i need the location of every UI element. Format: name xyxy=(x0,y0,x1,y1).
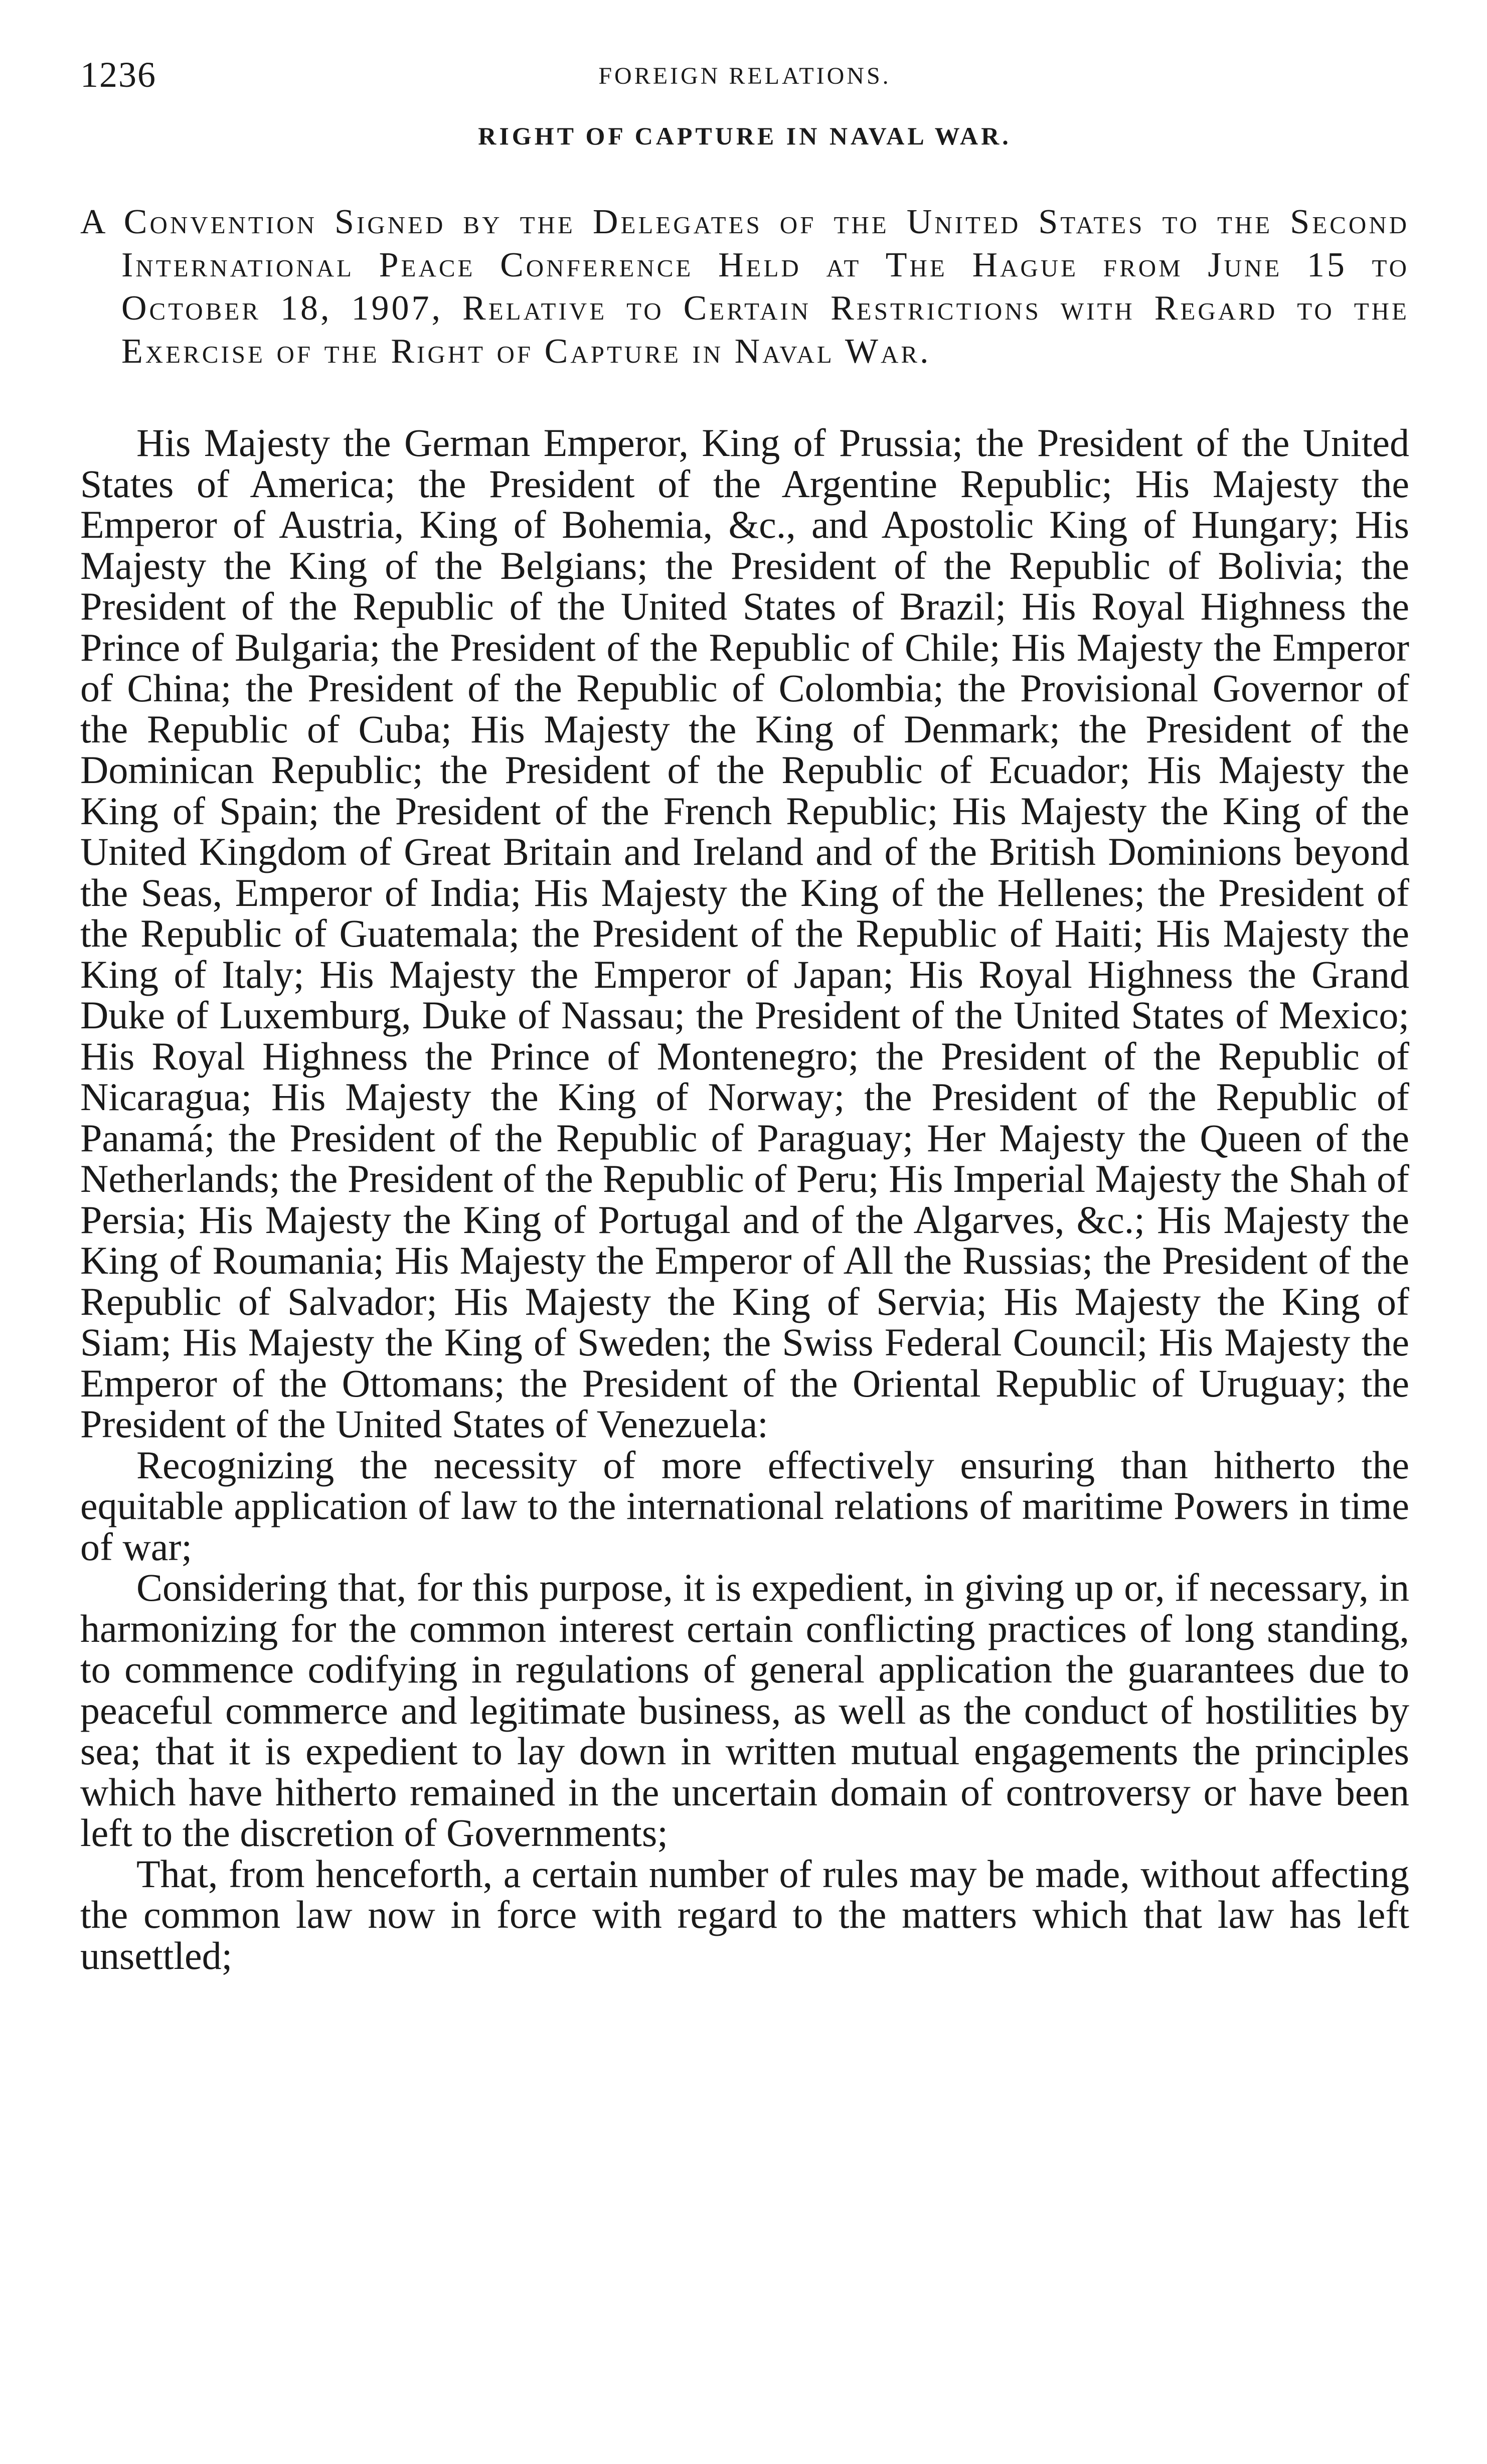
section-title: RIGHT OF CAPTURE IN NAVAL WAR. xyxy=(478,122,1012,150)
running-head: FOREIGN RELATIONS. xyxy=(598,63,891,89)
document-page xyxy=(80,40,1409,1976)
page-number: 1236 xyxy=(80,55,156,95)
convention-heading: A Convention Signed by the Delegates of the United States to the Second International Peace Conference Held at The Hague from June 15 to October 18, 1907, Relative to Certain Restrictions with Regard to the Exercise of the Right of Capture in Naval War. xyxy=(80,203,1409,371)
paragraph-recognizing: Recognizing the necessity of more effectively ensuring than hitherto the equitable application of law to the international relations of maritime Powers in time of war; xyxy=(80,1443,1409,1569)
body-text xyxy=(80,422,1409,1976)
paragraph-parties: His Majesty the German Emperor, King of Prussia; the President of the United States of America; the President of the Argentine Republic; His Majesty the Emperor of Austria, King of Bohemia, &c., and Apostolic King of Hungary; His Majesty the King of the Belgians; the President of the Republic of Bolivia; the President of the Republic of the United States of Brazil; His Royal Highness the Prince of Bulgaria; the President of the Republic of Chile; His Majesty the Emperor of China; the President of the Republic of Colombia; the Provisional Governor of the Republic of Cuba; His Majesty the King of Denmark; the President of the Dominican Republic; the President of the Republic of Ecuador; His Majesty the King of Spain; the President of the French Republic; His Majesty the King of the United Kingdom of Great Britain and Ireland and of the British Dominions beyond the Seas, Emperor of India; His Majesty the King of the Hellenes; the President of the Republic of Guatemala; the President of the Republic of Haiti; His Majesty the King of Italy; His Majesty the Emperor of Japan; His Royal Highness the Grand Duke of Luxemburg, Duke of Nassau; the President of the United States of Mexico; His Royal Highness the Prince of Montenegro; the President of the Republic of Nicaragua; His Majesty the King of Norway; the President of the Republic of Panamá; the President of the Republic of Paraguay; Her Majesty the Queen of the Netherlands; the President of the Republic of Peru; His Imperial Majesty the Shah of Persia; His Majesty the King of Portugal and of the Algarves, &c.; His Majesty the King of Roumania; His Majesty the Emperor of All the Russias; the President of the Republic of Salvador; His Majesty the King of Servia; His Majesty the King of Siam; His Majesty the King of Sweden; the Swiss Federal Council; His Majesty the Emperor of the Ottomans; the President of the Oriental Republic of Uruguay; the President of the United States of Venezuela: xyxy=(80,421,1409,1446)
paragraph-henceforth: That, from henceforth, a certain number of rules may be made, without affecting the common law now in force with regard to the matters which that law has left unsettled; xyxy=(80,1852,1409,1977)
page-header xyxy=(80,40,1409,110)
paragraph-considering: Considering that, for this purpose, it is expedient, in giving up or, if necessary, in harmonizing for the common interest certain conflicting practices of long standing, to commence codifying in regulations of general application the guarantees due to peaceful commerce and legitimate business, as well as the conduct of hostilities by sea; that it is expedient to lay down in written mutual engagements the principles which have hitherto remained in the uncertain domain of controversy or have been left to the discretion of Governments; xyxy=(80,1566,1409,1855)
